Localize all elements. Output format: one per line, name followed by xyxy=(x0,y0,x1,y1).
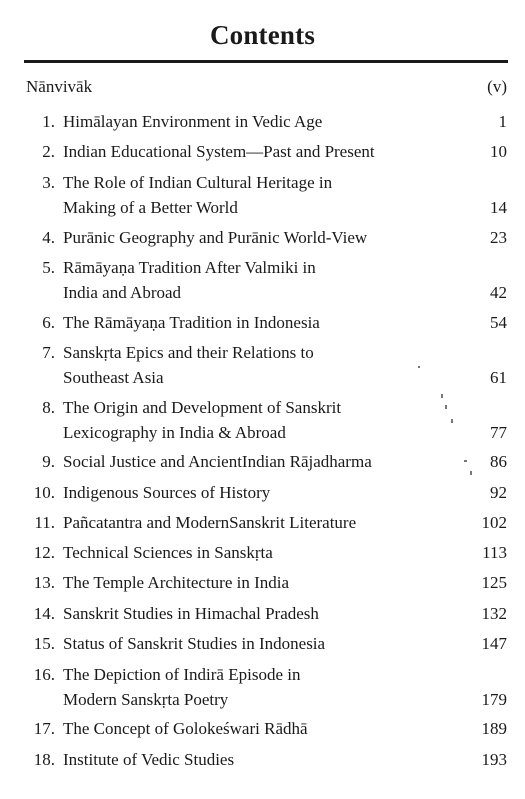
entry-title-line: Pañcatantra and ModernSanskrit Literature xyxy=(63,513,357,532)
entry-title-line: Rāmāyaṇa Tradition After Valmiki in xyxy=(63,258,316,277)
entry-title-line: The Depiction of Indirā Episode in xyxy=(63,665,301,684)
entry-page-number: 61 xyxy=(490,368,507,387)
toc-entry xyxy=(0,110,525,135)
entry-title-line: Indigenous Sources of History xyxy=(63,483,271,502)
entry-number: 6. xyxy=(42,313,55,332)
entry-page-number: 113 xyxy=(482,543,507,562)
entry-number: 14. xyxy=(33,604,55,623)
toc-entry xyxy=(0,571,525,596)
toc-entry xyxy=(0,311,525,336)
entry-page-number: 147 xyxy=(481,634,507,653)
entry-number: 17. xyxy=(33,719,55,738)
page-title: Contents xyxy=(209,20,316,50)
entry-page-number: (v) xyxy=(487,77,507,96)
entry-page-number: 42 xyxy=(490,283,507,302)
entry-title-line: Making of a Better World xyxy=(63,198,238,217)
entry-page-number: 1 xyxy=(498,112,507,131)
entry-number: 7. xyxy=(42,343,55,362)
toc-entry xyxy=(0,171,525,221)
entry-title-line: The Concept of Golokeśwari Rādhā xyxy=(63,719,308,738)
toc-entry xyxy=(0,450,525,475)
entry-title-line: Social Justice and AncientIndian Rājadharma xyxy=(63,452,372,471)
toc-entry xyxy=(0,663,525,713)
entry-title-line: Lexicography in India & Abroad xyxy=(63,423,286,442)
entry-page-number: 92 xyxy=(490,483,507,502)
entry-page-number: 77 xyxy=(490,423,507,442)
entry-number: 18. xyxy=(33,750,55,769)
entry-page-number: 23 xyxy=(490,228,507,247)
entry-title-line: Status of Sanskrit Studies in Indonesia xyxy=(63,634,326,653)
toc-entry xyxy=(0,396,525,446)
entry-page-number: 193 xyxy=(481,750,507,769)
entry-page-number: 132 xyxy=(481,604,507,623)
toc-entry xyxy=(0,341,525,391)
entry-title-line: Sanskrit Studies in Himachal Pradesh xyxy=(63,604,319,623)
entry-title-line: Sanskṛta Epics and their Relations to xyxy=(63,343,314,362)
entry-page-number: 54 xyxy=(490,313,507,332)
toc-entry xyxy=(0,256,525,306)
entry-number: 3. xyxy=(42,173,55,192)
toc-entry xyxy=(0,632,525,657)
entry-title-line: The Origin and Development of Sanskrit xyxy=(63,398,342,417)
entry-number: 1. xyxy=(42,112,55,131)
entry-number: 12. xyxy=(33,543,55,562)
entry-title-line: Southeast Asia xyxy=(63,368,164,387)
entry-title-line: Nānvivāk xyxy=(26,77,93,96)
toc-entry xyxy=(0,541,525,566)
entry-number: 2. xyxy=(42,142,55,161)
entry-title-line: Institute of Vedic Studies xyxy=(63,750,235,769)
entry-page-number: 86 xyxy=(490,452,507,471)
toc-entry xyxy=(0,717,525,742)
entry-number: 8. xyxy=(42,398,55,417)
entry-number: 9. xyxy=(42,452,55,471)
entry-title-line: Technical Sciences in Sanskṛta xyxy=(63,543,273,562)
entry-title-line: Purānic Geography and Purānic World-View xyxy=(63,228,368,247)
toc-entry xyxy=(0,75,525,100)
entry-title-line: Himālayan Environment in Vedic Age xyxy=(63,112,323,131)
entry-number: 4. xyxy=(42,228,55,247)
entry-title-line: India and Abroad xyxy=(63,283,182,302)
toc-entry xyxy=(0,481,525,506)
entry-title-line: Modern Sanskṛta Poetry xyxy=(63,690,229,709)
entry-number: 5. xyxy=(42,258,55,277)
entry-page-number: 102 xyxy=(481,513,507,532)
entry-title-line: The Role of Indian Cultural Heritage in xyxy=(63,173,333,192)
entry-number: 11. xyxy=(34,513,55,532)
entry-number: 10. xyxy=(33,483,55,502)
toc-entry xyxy=(0,226,525,251)
toc-entry xyxy=(0,748,525,773)
toc-entry xyxy=(0,602,525,627)
entry-page-number: 179 xyxy=(481,690,507,709)
toc-entry xyxy=(0,140,525,165)
entry-page-number: 10 xyxy=(490,142,507,161)
entry-page-number: 125 xyxy=(481,573,507,592)
entry-number: 16. xyxy=(33,665,55,684)
entry-number: 15. xyxy=(33,634,55,653)
entry-page-number: 14 xyxy=(490,198,507,217)
entry-page-number: 189 xyxy=(481,719,507,738)
toc-entry xyxy=(0,511,525,536)
entry-title-line: The Temple Architecture in India xyxy=(63,573,290,592)
entry-number: 13. xyxy=(33,573,55,592)
entry-title-line: Indian Educational System—Past and Present xyxy=(63,142,375,161)
entry-title-line: The Rāmāyaṇa Tradition in Indonesia xyxy=(63,313,320,332)
